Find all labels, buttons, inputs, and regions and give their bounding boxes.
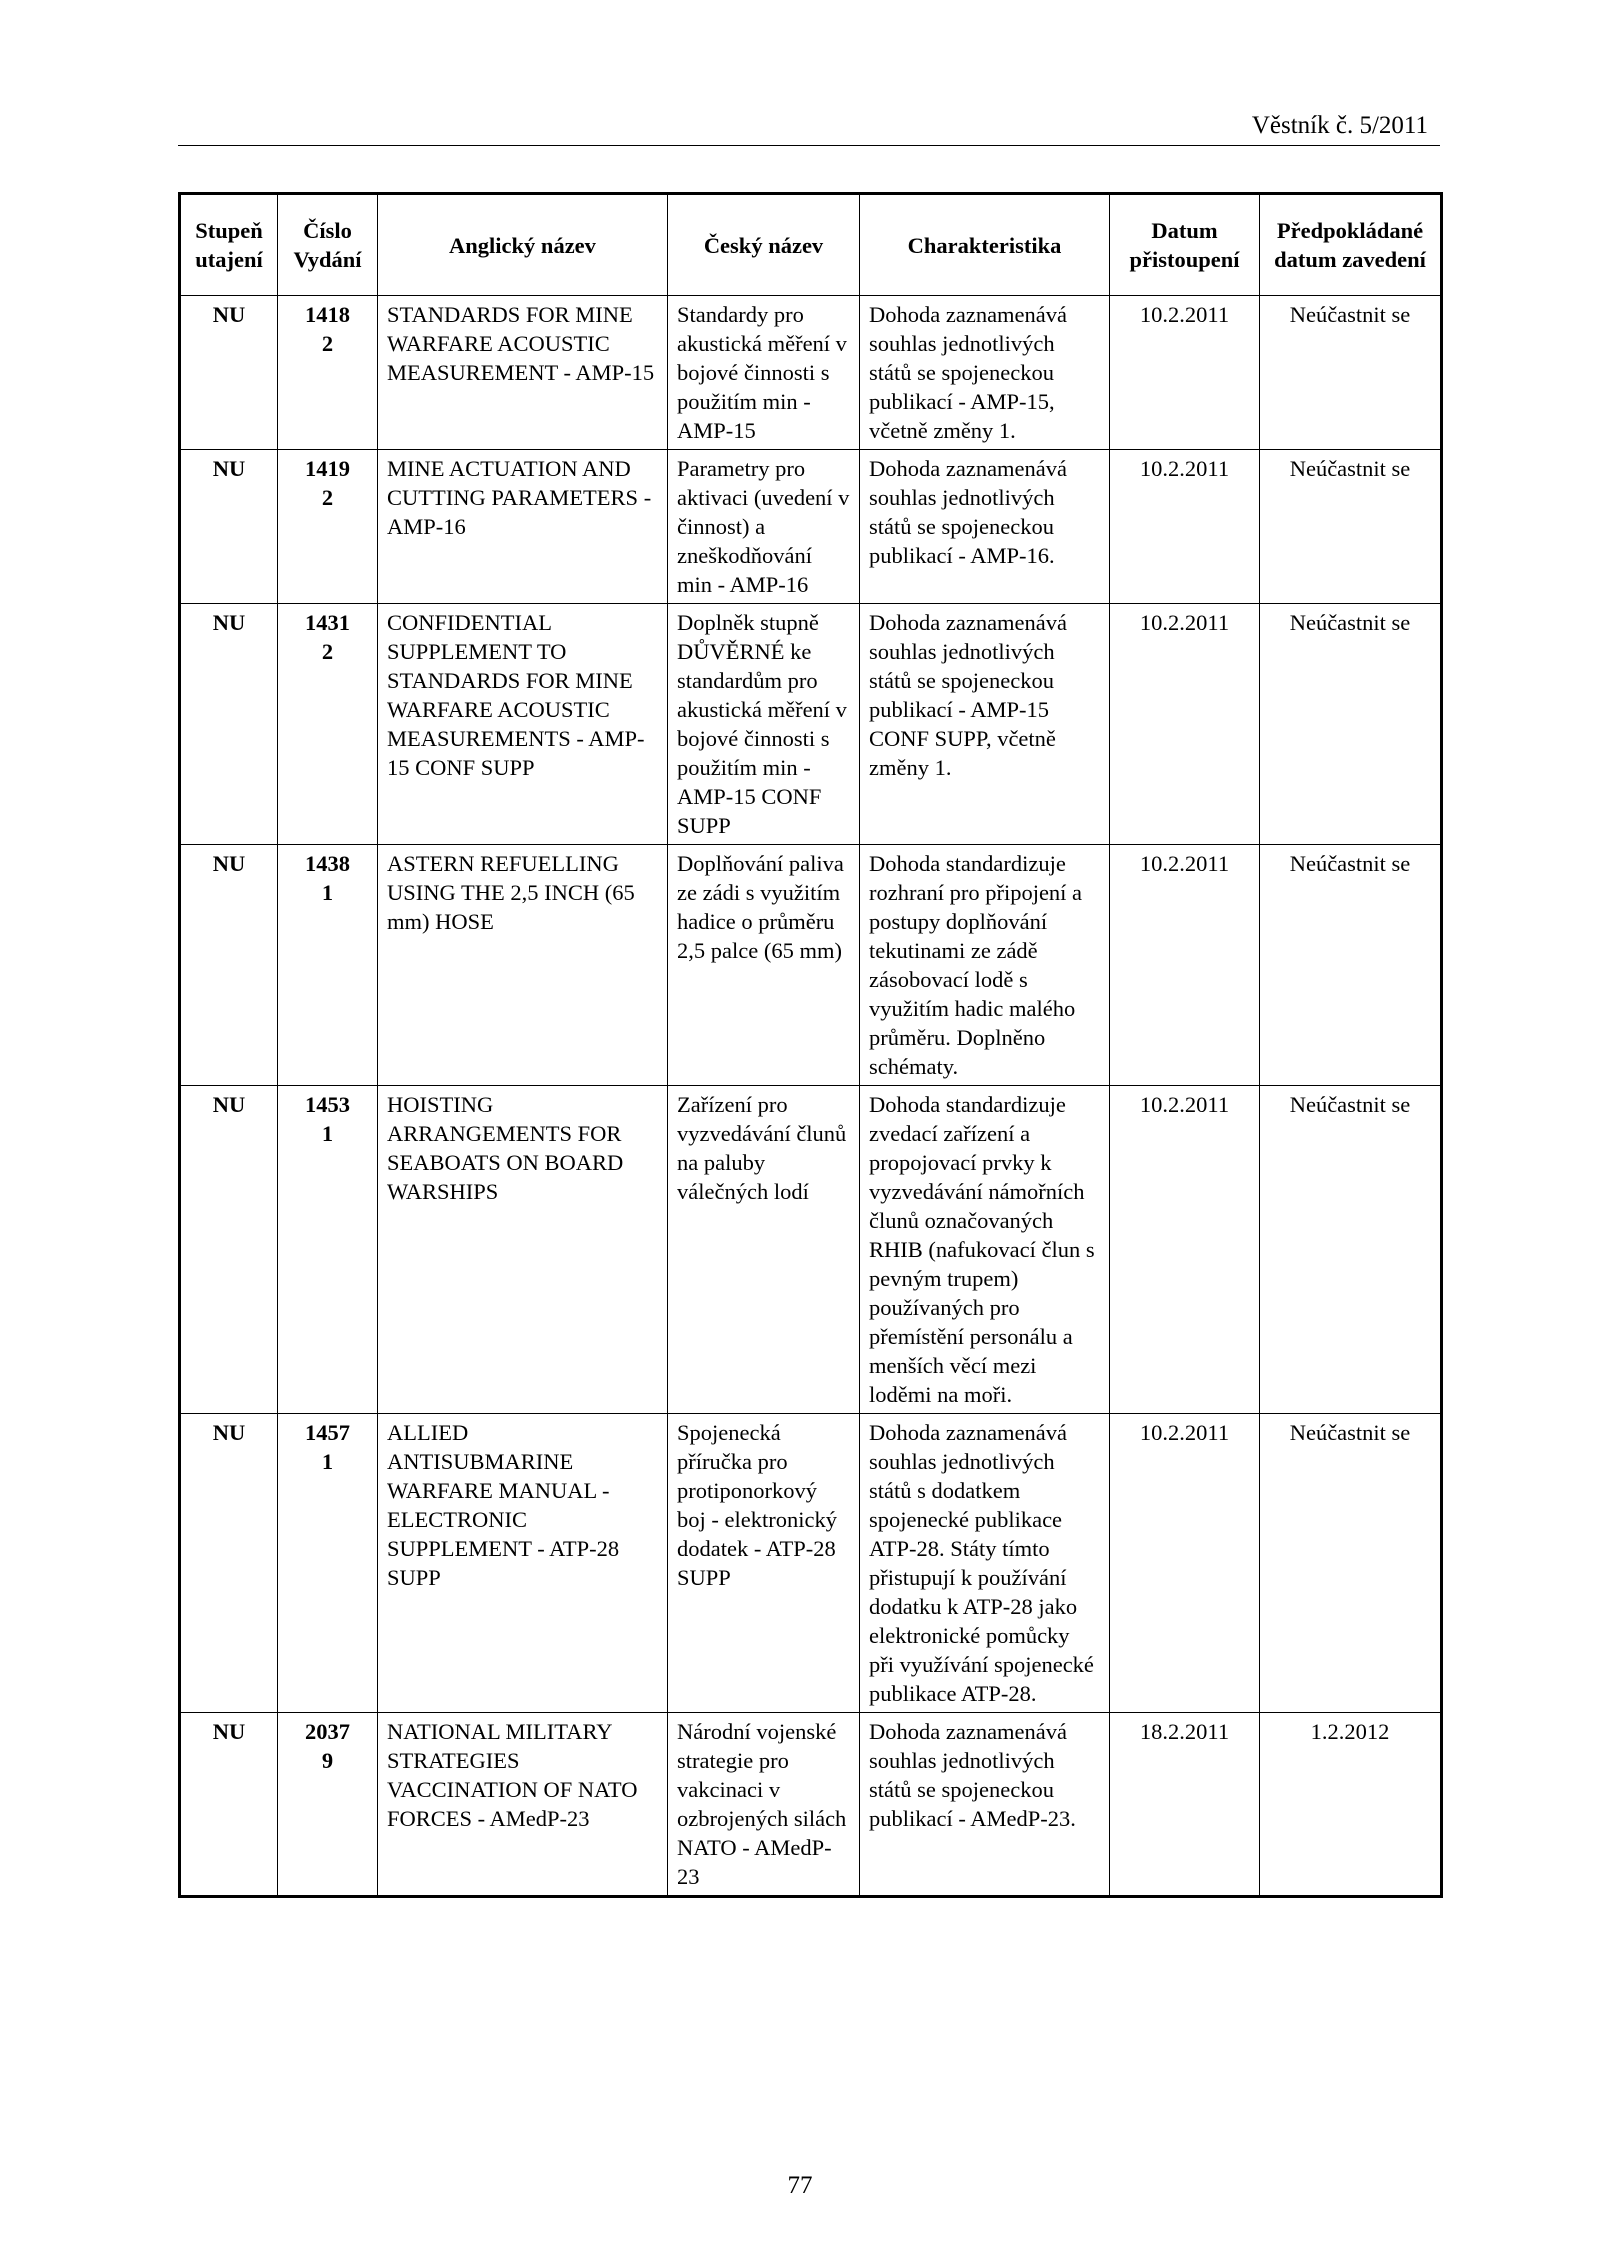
publication-header: Věstník č. 5/2011 — [1251, 112, 1428, 139]
cell-number — [278, 604, 378, 845]
standard-number: 1419 — [305, 456, 350, 481]
cell-description: Dohoda zaznamenává souhlas jednotlivých států s dodatkem spojenecké publikace ATP-28. Státy tímto přistupují k používání dodatku k ATP-28 jako elektronické pomůcky při využívání spojenecké publikace ATP-28. — [860, 1414, 1110, 1713]
table-row — [180, 1086, 1442, 1414]
cell-implementation-date: Neúčastnit se — [1260, 1414, 1442, 1713]
cell-implementation-date: Neúčastnit se — [1260, 296, 1442, 450]
column-header-classification: Stupeň utajení — [180, 194, 278, 296]
cell-accession-date: 10.2.2011 — [1110, 1414, 1260, 1713]
standard-number: 1457 — [305, 1420, 350, 1445]
cell-classification: NU — [180, 604, 278, 845]
column-header-accession-date: Datum přistoupení — [1110, 194, 1260, 296]
edition-number: 1 — [321, 880, 334, 905]
cell-number — [278, 1713, 378, 1897]
cell-accession-date: 10.2.2011 — [1110, 296, 1260, 450]
cell-description: Dohoda standardizuje zvedací zařízení a propojovací prvky k vyzvedávání námořních člunů označovaných RHIB (nafukovací člun s pevným trupem) používaných pro přemístění personálu a menších věcí mezi loděmi na moři. — [860, 1086, 1110, 1414]
column-header-english-title: Anglický název — [378, 194, 668, 296]
table-row — [180, 1414, 1442, 1713]
cell-czech-title: Spojenecká příručka pro protiponorkový boj - elektronický dodatek - ATP-28 SUPP — [668, 1414, 860, 1713]
edition-number: 9 — [321, 1748, 334, 1773]
cell-classification: NU — [180, 296, 278, 450]
cell-implementation-date: Neúčastnit se — [1260, 450, 1442, 604]
page-number: 77 — [787, 2172, 813, 2199]
table-row — [180, 845, 1442, 1086]
cell-czech-title: Doplňování paliva ze zádi s využitím hadice o průměru 2,5 palce (65 mm) — [668, 845, 860, 1086]
cell-number — [278, 1414, 378, 1713]
cell-implementation-date: Neúčastnit se — [1260, 604, 1442, 845]
cell-english-title: NATIONAL MILITARY STRATEGIES VACCINATION OF NATO FORCES - AMedP-23 — [378, 1713, 668, 1897]
standard-number: 1438 — [305, 851, 350, 876]
cell-classification: NU — [180, 1713, 278, 1897]
cell-english-title: ALLIED ANTISUBMARINE WARFARE MANUAL - ELECTRONIC SUPPLEMENT - ATP-28 SUPP — [378, 1414, 668, 1713]
column-header-czech-title: Český název — [668, 194, 860, 296]
table-row — [180, 450, 1442, 604]
cell-implementation-date: Neúčastnit se — [1260, 845, 1442, 1086]
table-row — [180, 1713, 1442, 1897]
cell-description: Dohoda standardizuje rozhraní pro připojení a postupy doplňování tekutinami ze zádě zásobovací lodě s využitím hadic malého průměru. Doplněno schématy. — [860, 845, 1110, 1086]
cell-classification: NU — [180, 1086, 278, 1414]
cell-description: Dohoda zaznamenává souhlas jednotlivých států se spojeneckou publikací - AMP-15 CONF SUPP, včetně změny 1. — [860, 604, 1110, 845]
cell-number — [278, 1086, 378, 1414]
cell-number — [278, 450, 378, 604]
standard-number: 1418 — [305, 302, 350, 327]
cell-accession-date: 18.2.2011 — [1110, 1713, 1260, 1897]
edition-number: 2 — [321, 639, 334, 664]
cell-accession-date: 10.2.2011 — [1110, 604, 1260, 845]
cell-number — [278, 845, 378, 1086]
header-divider — [178, 145, 1440, 146]
column-header-number: Číslo Vydání — [278, 194, 378, 296]
cell-czech-title: Doplněk stupně DŮVĚRNÉ ke standardům pro akustická měření v bojové činnosti s použitím min - AMP-15 CONF SUPP — [668, 604, 860, 845]
column-header-implementation-date: Předpokládané datum zavedení — [1260, 194, 1442, 296]
standards-table — [178, 192, 1443, 1898]
cell-english-title: MINE ACTUATION AND CUTTING PARAMETERS - AMP-16 — [378, 450, 668, 604]
cell-czech-title: Parametry pro aktivaci (uvedení v činnost) a zneškodňování min - AMP-16 — [668, 450, 860, 604]
cell-czech-title: Zařízení pro vyzvedávání člunů na paluby válečných lodí — [668, 1086, 860, 1414]
table-row — [180, 296, 1442, 450]
cell-number — [278, 296, 378, 450]
column-header-description: Charakteristika — [860, 194, 1110, 296]
table-header-row — [180, 194, 1442, 296]
standard-number: 1453 — [305, 1092, 350, 1117]
cell-english-title: STANDARDS FOR MINE WARFARE ACOUSTIC MEASUREMENT - AMP-15 — [378, 296, 668, 450]
edition-number: 2 — [321, 485, 334, 510]
cell-czech-title: Národní vojenské strategie pro vakcinaci v ozbrojených silách NATO - AMedP-23 — [668, 1713, 860, 1897]
standard-number: 2037 — [305, 1719, 350, 1744]
cell-classification: NU — [180, 845, 278, 1086]
cell-english-title: ASTERN REFUELLING USING THE 2,5 INCH (65 mm) HOSE — [378, 845, 668, 1086]
cell-description: Dohoda zaznamenává souhlas jednotlivých států se spojeneckou publikací - AMP-15, včetně změny 1. — [860, 296, 1110, 450]
cell-classification: NU — [180, 450, 278, 604]
cell-description: Dohoda zaznamenává souhlas jednotlivých států se spojeneckou publikací - AMedP-23. — [860, 1713, 1110, 1897]
cell-implementation-date: 1.2.2012 — [1260, 1713, 1442, 1897]
standard-number: 1431 — [305, 610, 350, 635]
edition-number: 1 — [321, 1449, 334, 1474]
cell-czech-title: Standardy pro akustická měření v bojové činnosti s použitím min - AMP-15 — [668, 296, 860, 450]
cell-english-title: HOISTING ARRANGEMENTS FOR SEABOATS ON BOARD WARSHIPS — [378, 1086, 668, 1414]
cell-description: Dohoda zaznamenává souhlas jednotlivých států se spojeneckou publikací - AMP-16. — [860, 450, 1110, 604]
edition-number: 2 — [321, 331, 334, 356]
cell-accession-date: 10.2.2011 — [1110, 450, 1260, 604]
table-row — [180, 604, 1442, 845]
cell-implementation-date: Neúčastnit se — [1260, 1086, 1442, 1414]
cell-accession-date: 10.2.2011 — [1110, 1086, 1260, 1414]
cell-english-title: CONFIDENTIAL SUPPLEMENT TO STANDARDS FOR MINE WARFARE ACOUSTIC MEASUREMENTS - AMP-15 CONF SUPP — [378, 604, 668, 845]
cell-accession-date: 10.2.2011 — [1110, 845, 1260, 1086]
cell-classification: NU — [180, 1414, 278, 1713]
edition-number: 1 — [321, 1121, 334, 1146]
